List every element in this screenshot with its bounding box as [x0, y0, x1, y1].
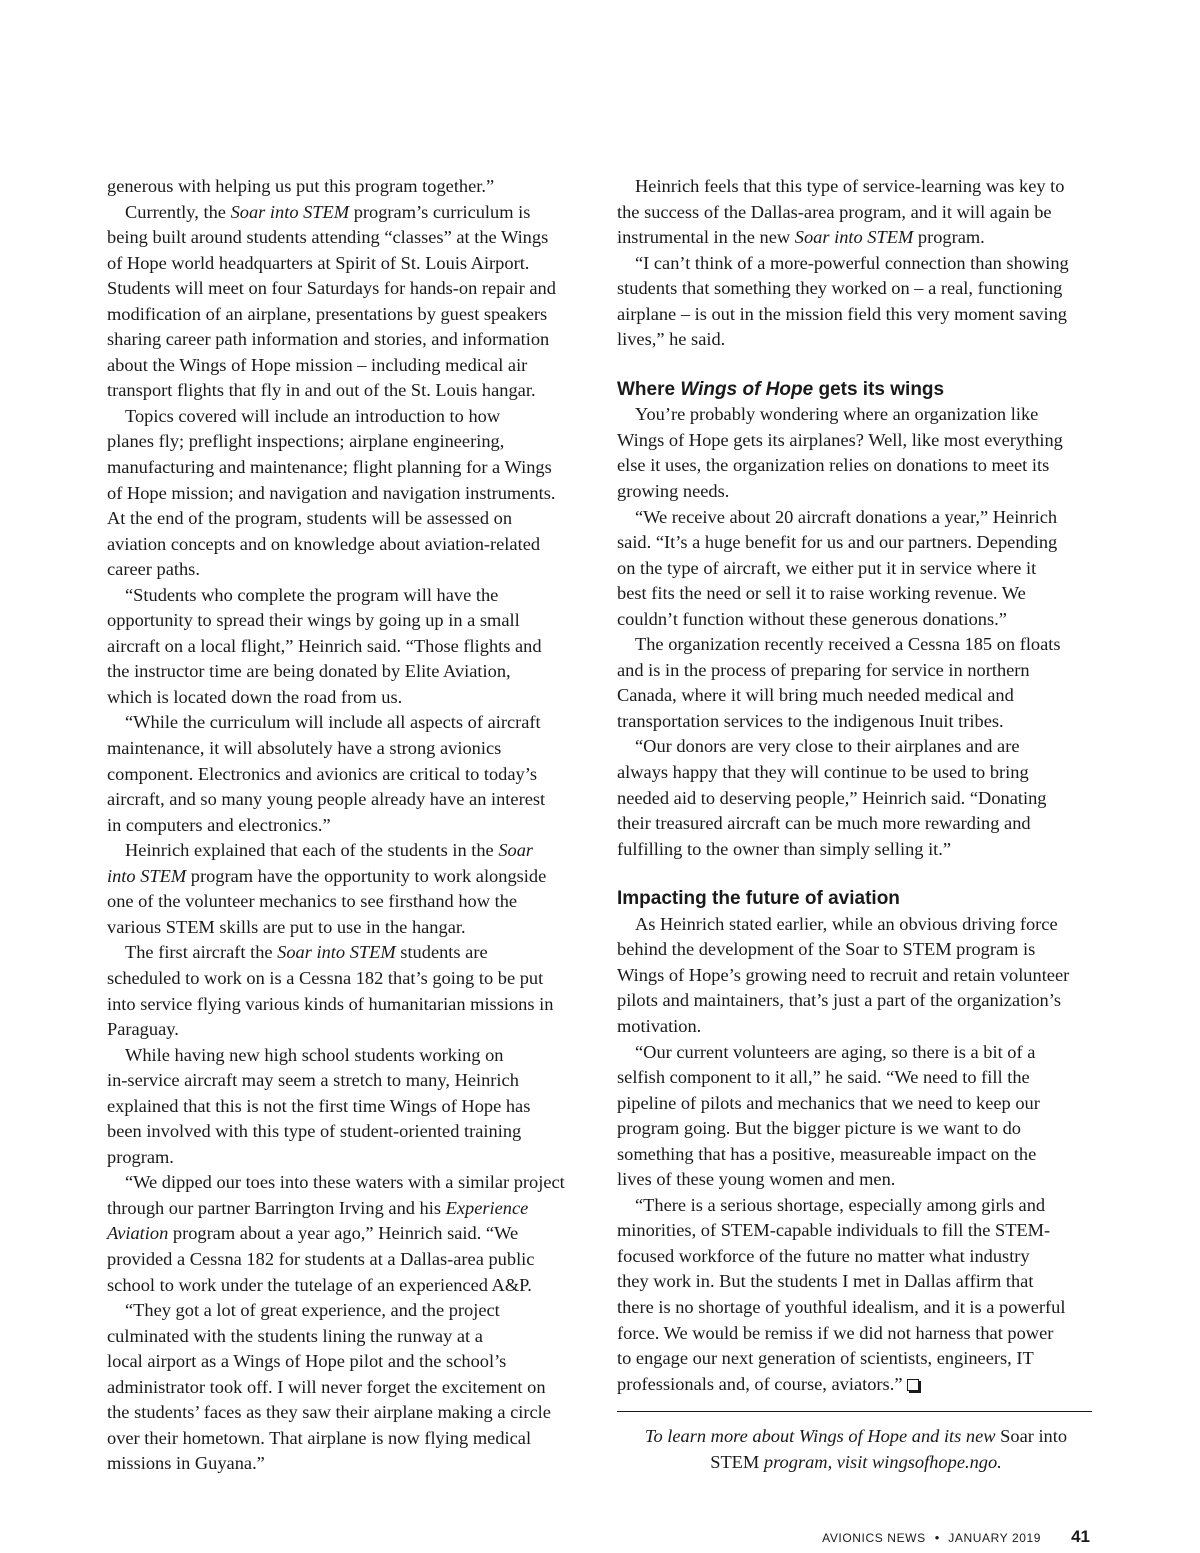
text-line: been involved with this type of student-oriented training: [107, 1121, 522, 1142]
text-line: explained that this is not the first time Wings of Hope has: [107, 1095, 531, 1116]
paragraph: [107, 200, 585, 404]
paragraph: [107, 1298, 585, 1477]
text-line: growing needs.: [617, 481, 730, 502]
paragraph: [107, 583, 585, 711]
text-line: “Students who complete the program will have the: [125, 584, 499, 605]
text-line: [107, 866, 546, 886]
text-line: minorities, of STEM-capable individuals to fill the STEM-: [617, 1220, 1051, 1241]
heading-italic-run: Wings of Hope: [680, 378, 814, 400]
text-run: instrumental in the new: [617, 227, 795, 248]
text-line: sharing career path information and stories, and information: [107, 329, 550, 350]
text-line: [710, 1452, 1002, 1472]
text-line: airplane – is out in the mission field this very moment saving: [617, 303, 1067, 324]
text-line: into service flying various kinds of humanitarian missions in: [107, 993, 554, 1014]
text-line: “Our donors are very close to their airplanes and are: [635, 736, 1020, 757]
text-line: opportunity to spread their wings by going up in a small: [107, 610, 520, 631]
text-line: fulfilling to the owner than simply selling it.”: [617, 838, 952, 859]
text-line: maintenance, it will absolutely have a strong avionics: [107, 738, 502, 759]
text-line: local airport as a Wings of Hope pilot and the school’s: [107, 1351, 507, 1372]
text-line: force. We would be remiss if we did not harness that power: [617, 1322, 1054, 1343]
text-line: Canada, where it will bring much needed medical and: [617, 685, 1014, 706]
end-mark-icon: [907, 1379, 919, 1391]
text-line: planes fly; preflight inspections; airplane engineering,: [107, 431, 505, 452]
text-line: “They got a lot of great experience, and the project: [125, 1300, 500, 1321]
text-line: career paths.: [107, 559, 200, 580]
text-line: manufacturing and maintenance; flight planning for a Wings: [107, 457, 552, 478]
text-line: always happy that they will continue to be used to bring: [617, 762, 1029, 783]
text-line: the success of the Dallas-area program, and it will again be: [617, 201, 1052, 222]
paragraph: [617, 251, 1097, 353]
text-line: modification of an airplane, presentations by guest speakers: [107, 303, 548, 324]
text-line: Students will meet on four Saturdays for hands-on repair and: [107, 278, 556, 299]
text-line: said. “It’s a huge benefit for us and our partners. Depending: [617, 532, 1058, 553]
paragraph: [107, 174, 585, 200]
text-line: “While the curriculum will include all aspects of aircraft: [125, 712, 541, 733]
text-line: [645, 1426, 1067, 1446]
footer-bullet: •: [934, 1530, 940, 1545]
text-line: “We dipped our toes into these waters with a similar project: [125, 1172, 565, 1193]
text-line: to engage our next generation of scientists, engineers, IT: [617, 1348, 1034, 1369]
text-line: best fits the need or sell it to raise working revenue. We: [617, 583, 1026, 604]
text-line: motivation.: [617, 1015, 702, 1036]
text-run: STEM: [710, 1451, 760, 1472]
text-line: needed aid to deserving people,” Heinrich said. “Donating: [617, 787, 1047, 808]
text-line: one of the volunteer mechanics to see firsthand how the: [107, 891, 518, 912]
text-line: various STEM skills are put to use in the hangar.: [107, 916, 466, 937]
text-line: there is no shortage of youthful idealism, and it is a powerful: [617, 1296, 1066, 1317]
text-line: program.: [107, 1146, 174, 1167]
text-line: transport flights that fly in and out of the St. Louis hangar.: [107, 380, 536, 401]
text-line: transportation services to the indigenous Inuit tribes.: [617, 710, 1004, 731]
text-line: missions in Guyana.”: [107, 1453, 265, 1474]
text-line: “We receive about 20 aircraft donations a year,” Heinrich: [635, 506, 1058, 527]
paragraph: [107, 710, 585, 838]
heading-run: gets its wings: [813, 378, 945, 400]
text-line: [617, 227, 985, 247]
paragraph: [107, 838, 585, 940]
text-line: else it uses, the organization relies on donations to meet its: [617, 455, 1050, 476]
text-line: Wings of Hope’s growing need to recruit and retain volunteer: [617, 964, 1070, 985]
text-run: program’s curriculum is: [349, 201, 531, 222]
text-line: focused workforce of the future no matter what industry: [617, 1245, 1030, 1266]
paragraph: [107, 404, 585, 583]
text-line: [107, 1223, 518, 1243]
text-line: something that has a positive, measureable impact on the: [617, 1143, 1037, 1164]
text-line: Paraguay.: [107, 1019, 179, 1040]
text-line: generous with helping us put this program together.”: [107, 176, 495, 196]
italic-run: program, visit wingsofhope.ngo.: [759, 1451, 1002, 1472]
paragraph: [107, 1043, 585, 1171]
end-note: [617, 1424, 1095, 1475]
text-line: While having new high school students working on: [125, 1044, 504, 1065]
paragraph: [617, 505, 1097, 633]
text-run: professionals and, of course, aviators.”: [617, 1373, 903, 1394]
text-line: Topics covered will include an introduction to how: [125, 405, 501, 426]
text-line: culminated with the students lining the runway at a: [107, 1325, 483, 1346]
page-footer: [822, 1527, 1090, 1547]
text-line: program going. But the bigger picture is we want to do: [617, 1118, 1022, 1139]
paragraph: [107, 1170, 585, 1298]
italic-title: Soar: [498, 840, 534, 861]
text-line: their treasured aircraft can be much more rewarding and: [617, 813, 1031, 834]
section-heading-impacting-the-future: Impacting the future of aviation: [617, 888, 900, 910]
text-run: program about a year ago,” Heinrich said. “We: [168, 1223, 519, 1244]
text-run: Heinrich explained that each of the students in the: [125, 840, 499, 861]
text-line: Heinrich feels that this type of service-learning was key to: [635, 176, 1065, 196]
text-line: [107, 1198, 528, 1218]
text-line: You’re probably wondering where an organization like: [635, 404, 1039, 425]
italic-title: Experience: [445, 1197, 529, 1218]
paragraph: [617, 402, 1097, 504]
article-right-column: [617, 174, 1097, 1397]
text-run: Currently, the: [125, 201, 231, 222]
publication-name: AVIONICS NEWS: [822, 1531, 926, 1545]
text-line: scheduled to work on is a Cessna 182 that’s going to be put: [107, 967, 544, 988]
issue-date: JANUARY 2019: [948, 1531, 1042, 1545]
text-line: At the end of the program, students will be assessed on: [107, 508, 513, 529]
text-run: The first aircraft the: [125, 942, 278, 963]
text-run: program have the opportunity to work alongside: [186, 865, 547, 886]
text-line: selfish component to it all,” he said. “We need to fill the: [617, 1067, 1030, 1088]
paragraph: [617, 1040, 1097, 1193]
italic-title: Soar into STEM: [230, 201, 350, 222]
text-line: the instructor time are being donated by Elite Aviation,: [107, 661, 511, 682]
paragraph: [617, 734, 1097, 862]
text-line: “Our current volunteers are aging, so there is a bit of a: [635, 1041, 1036, 1062]
text-line: over their hometown. That airplane is now flying medical: [107, 1427, 532, 1448]
text-line: lives of these young women and men.: [617, 1169, 896, 1190]
text-run: through our partner Barrington Irving and his: [107, 1197, 446, 1218]
paragraph: [617, 912, 1097, 1040]
text-line: school to work under the tutelage of an experienced A&P.: [107, 1274, 532, 1295]
text-line: lives,” he said.: [617, 329, 726, 350]
text-line: As Heinrich stated earlier, while an obvious driving force: [635, 913, 1058, 934]
text-line: on the type of aircraft, we either put it in service where it: [617, 557, 1037, 578]
text-line: and is in the process of preparing for service in northern: [617, 659, 1030, 680]
paragraph: [107, 940, 585, 1042]
text-line: in-service aircraft may seem a stretch to many, Heinrich: [107, 1070, 519, 1091]
text-line: behind the development of the Soar to STEM program is: [617, 939, 1036, 960]
article-left-column: [107, 174, 585, 1477]
text-line: of Hope mission; and navigation and navigation instruments.: [107, 482, 556, 503]
divider: [617, 1411, 1092, 1412]
text-line: [125, 840, 533, 860]
text-line: [617, 1374, 919, 1394]
paragraph: [617, 632, 1097, 734]
page-number: 41: [1071, 1527, 1090, 1546]
text-line: “There is a serious shortage, especially among girls and: [635, 1194, 1046, 1215]
text-line: couldn’t function without these generous donations.”: [617, 608, 1007, 629]
text-run: program.: [913, 227, 985, 248]
text-line: of Hope world headquarters at Spirit of St. Louis Airport.: [107, 252, 530, 273]
text-line: they work in. But the students I met in Dallas affirm that: [617, 1271, 1034, 1292]
italic-run: To learn more about Wings of Hope and its new: [644, 1426, 996, 1446]
text-line: provided a Cessna 182 for students at a Dallas-area public: [107, 1248, 535, 1269]
text-line: students that something they worked on – a real, functioning: [617, 278, 1063, 299]
text-line: [125, 202, 530, 222]
text-line: which is located down the road from us.: [107, 686, 403, 707]
text-line: about the Wings of Hope mission – including medical air: [107, 354, 528, 375]
italic-title: into STEM: [107, 865, 187, 886]
italic-title: Soar into STEM: [794, 227, 914, 248]
text-line: aircraft, and so many young people already have an interest: [107, 789, 546, 810]
italic-title: Aviation: [107, 1223, 169, 1244]
text-line: Wings of Hope gets its airplanes? Well, like most everything: [617, 429, 1063, 450]
text-run: students are: [395, 942, 488, 963]
section-heading-where-wings-of-hope-gets-its-wings: [617, 377, 1097, 403]
text-line: the students’ faces as they saw their airplane making a circle: [107, 1402, 551, 1423]
text-line: [125, 942, 488, 962]
text-line: The organization recently received a Cessna 185 on floats: [635, 634, 1061, 655]
italic-title: Soar into STEM: [277, 942, 396, 963]
paragraph: [617, 174, 1097, 251]
text-line: aviation concepts and on knowledge about aviation-related: [107, 533, 541, 554]
text-run: Soar into: [995, 1426, 1068, 1446]
paragraph: [617, 1193, 1097, 1397]
text-line: administrator took off. I will never forget the excitement on: [107, 1376, 546, 1397]
text-line: component. Electronics and avionics are critical to today’s: [107, 763, 537, 784]
text-line: “I can’t think of a more-powerful connection than showing: [635, 252, 1069, 273]
text-line: being built around students attending “classes” at the Wings: [107, 227, 549, 248]
text-line: in computers and electronics.”: [107, 814, 331, 835]
text-line: aircraft on a local flight,” Heinrich said. “Those flights and: [107, 635, 542, 656]
text-line: pilots and maintainers, that’s just a part of the organization’s: [617, 990, 1062, 1011]
heading-run: Where: [617, 378, 681, 400]
text-line: pipeline of pilots and mechanics that we need to keep our: [617, 1092, 1040, 1113]
